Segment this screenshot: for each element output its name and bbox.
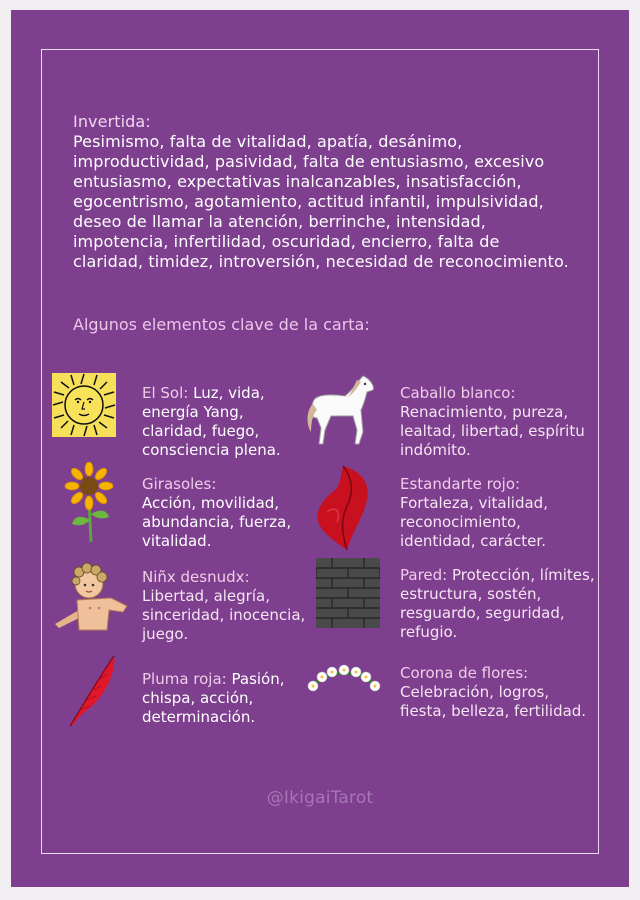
element-name: El Sol: bbox=[142, 384, 189, 402]
white-horse-icon bbox=[301, 372, 381, 452]
reversed-label: Invertida: bbox=[73, 112, 151, 131]
element-name: Pared: bbox=[400, 566, 448, 584]
element-description: Acción, movilidad, abundancia, fuerza, vitalidad. bbox=[142, 494, 292, 550]
element-description: Fortaleza, vitalidad, reconocimiento, identidad, carácter. bbox=[400, 494, 548, 550]
flower-crown-icon bbox=[307, 658, 381, 704]
wall-icon bbox=[316, 558, 380, 632]
reversed-meaning-text: Pesimismo, falta de vitalidad, apatía, desánimo, improductividad, pasividad, falta de entusiasmo, excesivo entusiasmo, expectativas inalcanzables, insatisfacción, egocentrismo, agotamiento, actitud infantil, impulsividad, deseo de llamar la atención, berrinche, intensidad, impotencia, infertilidad, oscuridad, encierro, falta de claridad, timidez, introversión, necesidad de reconocimiento. bbox=[73, 132, 569, 271]
element-name: Corona de flores: bbox=[400, 664, 529, 682]
social-handle: @IkigaiTarot bbox=[266, 788, 374, 808]
child-icon bbox=[49, 560, 131, 636]
element-description: Celebración, logros, fiesta, belleza, fertilidad. bbox=[400, 683, 587, 720]
element-description: Pasión, chispa, acción, determinación. bbox=[142, 670, 285, 726]
element-name: Estandarte rojo: bbox=[400, 475, 521, 493]
sun-icon bbox=[51, 372, 117, 442]
element-name: Girasoles: bbox=[142, 475, 217, 493]
element-description: Luz, vida, energía Yang, claridad, fuego, consciencia plena. bbox=[142, 384, 281, 459]
sunflower-icon bbox=[61, 462, 117, 548]
tarot-card-sheet bbox=[11, 10, 629, 887]
element-name: Caballo blanco: bbox=[400, 384, 516, 402]
element-name: Pluma roja: bbox=[142, 670, 227, 688]
red-feather-icon bbox=[66, 652, 122, 732]
element-description: Renacimiento, pureza, lealtad, libertad, espíritu indómito. bbox=[400, 403, 585, 459]
element-description: Libertad, alegría, sinceridad, inocencia, juego. bbox=[142, 587, 306, 643]
red-banner-icon bbox=[307, 462, 377, 558]
reversed-meaning-section bbox=[73, 112, 573, 272]
element-name: Niñx desnudx: bbox=[142, 568, 250, 586]
key-elements-subtitle: Algunos elementos clave de la carta: bbox=[73, 315, 370, 334]
element-description: Protección, límites, estructura, sostén, resguardo, seguridad, refugio. bbox=[400, 566, 595, 641]
